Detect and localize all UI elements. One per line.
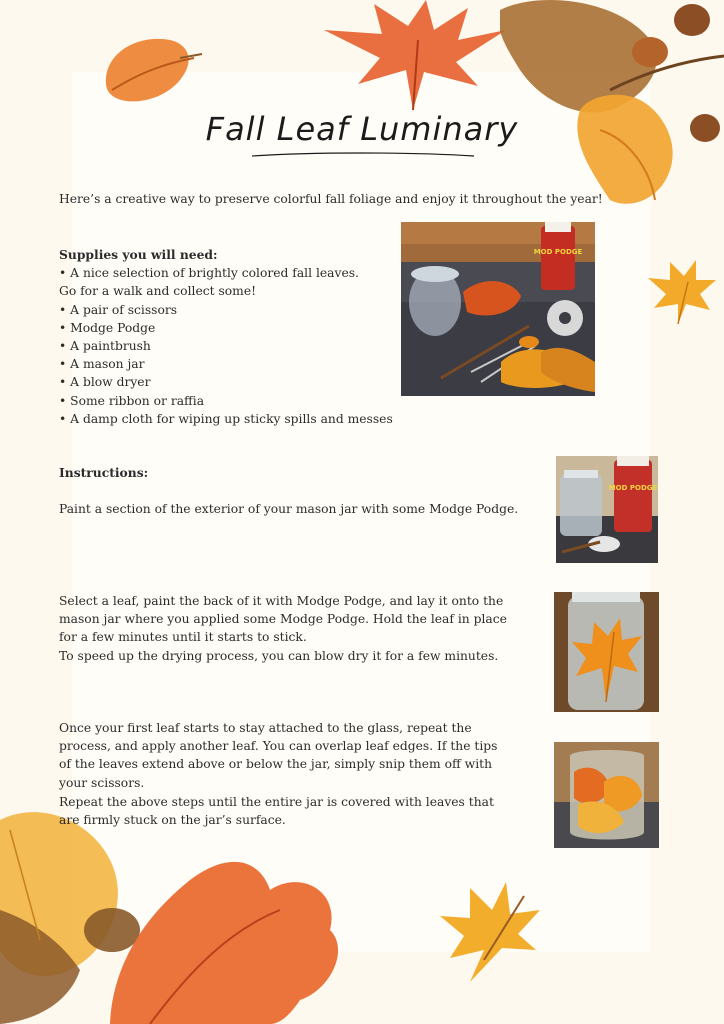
- supply-item: • A pair of scissors: [59, 302, 178, 317]
- supply-item: • Some ribbon or raffia: [59, 393, 205, 408]
- page-title: Fall Leaf Luminary: [205, 110, 519, 148]
- supplies-section: [59, 246, 399, 428]
- instruction-step-2: Select a leaf, paint the back of it with Modge Podge, and lay it onto the mason jar where you applied some Modge Podge. Hold the leaf in place for a few minutes until it starts to stick. To speed up the drying process, you can blow dry it for a few minutes.: [59, 594, 507, 663]
- step-2-photo: [554, 592, 659, 712]
- supply-item: • Modge Podge: [59, 320, 156, 335]
- maple-leaf-right-icon: [648, 260, 716, 326]
- instruction-step-4: Repeat the above steps until the entire jar is covered with leaves that are firmly stuck on the jar’s surface.: [59, 795, 494, 828]
- title-underline: [250, 150, 476, 160]
- step-1-photo: [556, 456, 658, 563]
- supplies-list: [59, 264, 399, 428]
- instructions-heading: Instructions:: [59, 465, 149, 480]
- autumn-leaf-top-left-icon: [98, 30, 208, 108]
- supplies-photo-label: MOD PODGE: [533, 248, 583, 256]
- supply-item: • A damp cloth for wiping up sticky spills and messes: [59, 411, 393, 426]
- autumn-leaves-bottom-left-icon: [0, 800, 360, 1024]
- supply-item: Go for a walk and collect some!: [59, 284, 257, 299]
- step-3-photo: [554, 742, 659, 848]
- step-1-photo-label: MOD PODGE: [608, 484, 658, 492]
- maple-leaf-bottom-right-icon: [440, 880, 544, 984]
- supply-item: • A mason jar: [59, 357, 145, 372]
- intro-text: Here’s a creative way to preserve colorful fall foliage and enjoy it throughout the year!: [59, 192, 603, 206]
- supply-item: • A nice selection of brightly colored fall leaves.: [59, 266, 359, 281]
- supply-item: • A blow dryer: [59, 375, 151, 390]
- supply-item: • A paintbrush: [59, 339, 151, 354]
- supplies-photo: [401, 222, 595, 396]
- maple-leaf-top-center-icon: [318, 0, 508, 112]
- instruction-step-3: Once your first leaf starts to stay attached to the glass, repeat the process, and apply another leaf. You can overlap leaf edges. If the tips of the leaves extend above or below the jar, simply snip them off with your scissors.: [59, 721, 498, 790]
- oak-leaves-acorns-top-right-icon: [500, 0, 724, 215]
- instruction-step-1: Paint a section of the exterior of your mason jar with some Modge Podge.: [59, 502, 519, 516]
- supplies-heading: Supplies you will need:: [59, 247, 218, 262]
